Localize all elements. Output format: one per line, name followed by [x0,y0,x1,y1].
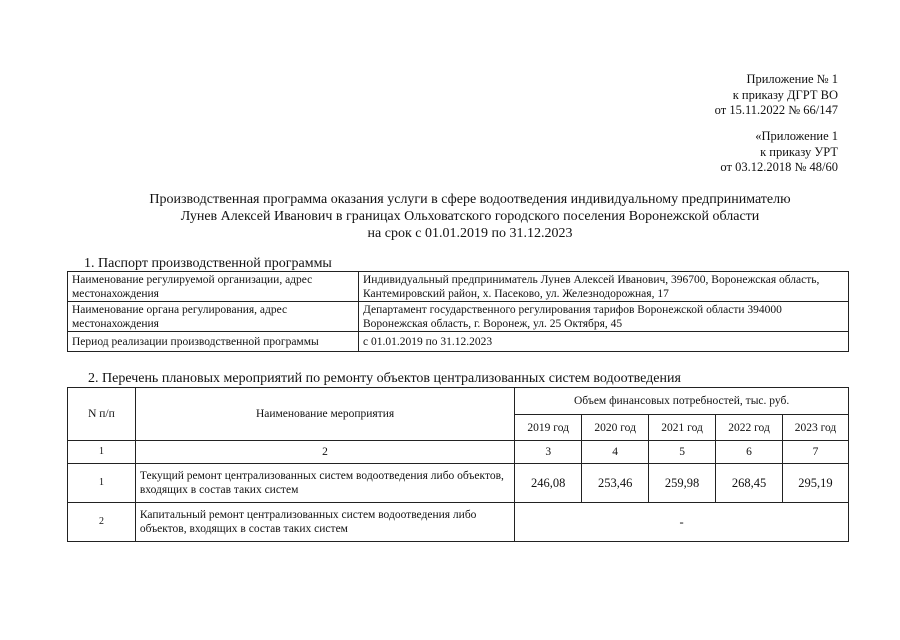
appendix-current-line3: от 15.11.2022 № 66/147 [714,103,838,117]
plan-header-row [68,388,849,415]
plan-column-numbers-row [68,441,849,464]
cost-value: 246,08 [515,464,582,503]
passport-label: Наименование регулируемой организации, адрес местонахождения [68,272,359,302]
activity-name: Текущий ремонт централизованных систем водоотведения либо объектов, входящих в состав таких систем [135,464,514,503]
appendix-original [720,129,838,176]
year-header: 2021 год [649,415,716,441]
passport-row [68,332,849,352]
appendix-current-line1: Приложение № 1 [746,72,838,86]
passport-row [68,302,849,332]
column-number: 6 [716,441,783,464]
column-number: 3 [515,441,582,464]
passport-row [68,272,849,302]
column-number: 5 [649,441,716,464]
year-header: 2019 год [515,415,582,441]
year-header: 2022 год [716,415,783,441]
appendix-current [715,72,838,119]
row-number: 1 [68,464,136,503]
appendix-original-line1: «Приложение 1 [755,129,838,143]
passport-label: Наименование органа регулирования, адрес местонахождения [68,302,359,332]
cost-value: 259,98 [649,464,716,503]
row-number: 2 [68,503,136,542]
document-title [60,191,880,242]
title-line1: Производственная программа оказания услуги в сфере водоотведения индивидуальному предпринимателю [149,192,791,207]
appendix-original-line3: от 03.12.2018 № 48/60 [720,160,838,174]
column-number: 7 [782,441,848,464]
title-line3: на срок с 01.01.2019 по 31.12.2023 [367,226,573,241]
cost-value: 253,46 [582,464,649,503]
passport-value: Департамент государственного регулирования тарифов Воронежской области 394000 Воронежская область, г. Воронеж, ул. 25 Октября, 45 [359,302,849,332]
column-number: 1 [68,441,136,464]
col-num-header: N п/п [68,388,136,441]
passport-label: Период реализации производственной программы [68,332,359,352]
cost-value: 295,19 [782,464,848,503]
column-number: 2 [135,441,514,464]
col-finance-header: Объем финансовых потребностей, тыс. руб. [515,388,849,415]
passport-value: с 01.01.2019 по 31.12.2023 [359,332,849,352]
cost-value: 268,45 [716,464,783,503]
activity-name: Капитальный ремонт централизованных систем водоотведения либо объектов, входящих в состав таких систем [135,503,514,542]
passport-table [67,271,849,352]
appendix-original-line2: к приказу УРТ [760,144,838,159]
cost-merged-value: - [515,503,849,542]
title-line2: Лунев Алексей Иванович в границах Ольховатского городского поселения Воронежской области [180,209,760,224]
column-number: 4 [582,441,649,464]
appendix-current-line2: к приказу ДГРТ ВО [732,87,838,102]
table-row [68,503,849,542]
plan-table [67,387,849,542]
year-header: 2020 год [582,415,649,441]
col-name-header: Наименование мероприятия [135,388,514,441]
passport-heading: 1. Паспорт производственной программы [84,256,332,271]
table-row [68,464,849,503]
passport-value: Индивидуальный предприниматель Лунев Алексей Иванович, 396700, Воронежская область, Кантемировский район, х. Пасеково, ул. Железнодорожная, 17 [359,272,849,302]
year-header: 2023 год [782,415,848,441]
plan-heading: 2. Перечень плановых мероприятий по ремонту объектов централизованных систем водоотведения [88,371,681,386]
